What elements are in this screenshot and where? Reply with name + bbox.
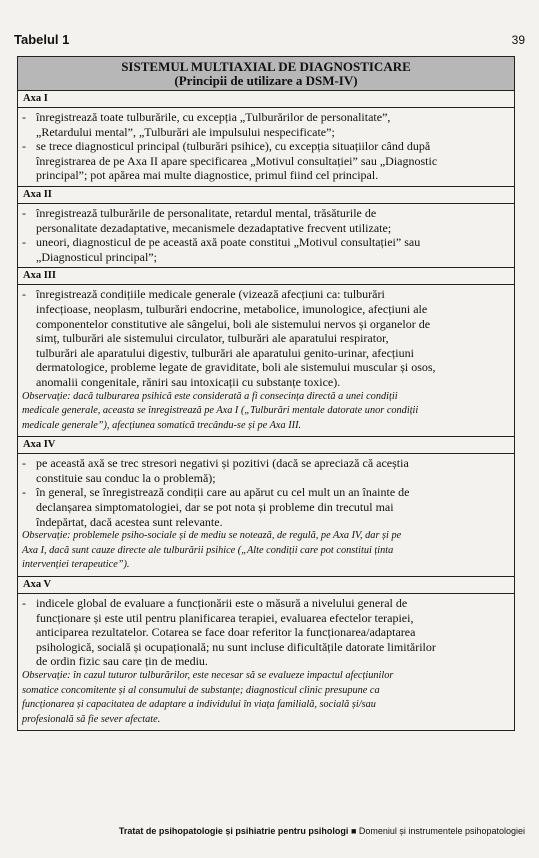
text-line: uneori, diagnosticul de pe această axă poate constitui „Motivul consultației” sau bbox=[36, 235, 421, 250]
text-line: înregistrează condițiile medicale generale (vizează afecțiuni ca: tulburări bbox=[36, 287, 385, 302]
text-line: tulburări ale aparatului digestiv, tulburări ale aparatului genito-urinar, afecțiuni bbox=[36, 345, 414, 360]
text-line: se trece diagnosticul principal (tulburări psihice), cu excepția situațiilor când după bbox=[36, 139, 431, 154]
bullet-dash: - bbox=[22, 205, 26, 220]
note-line: medicale generale, aceasta se înregistrează pe Axa I („Tulburări mentale datorate unor condiții bbox=[22, 405, 419, 417]
text-line: dermatologice, probleme legate de graviditate, boli ale sistemului muscular și osos, bbox=[36, 360, 436, 375]
bullet-dash: - bbox=[22, 235, 26, 250]
bullet-item bbox=[22, 287, 510, 389]
note-line: Axa I, dacă sunt cauze directe ale tulburării psihice („Alte condiții care pot constitui ținta bbox=[22, 544, 394, 556]
axis-content bbox=[18, 594, 514, 730]
bullet-item bbox=[22, 456, 510, 485]
note-line: Observație: în cazul tuturor tulburărilor, este necesar să se evalueze impactul afecțiunilor bbox=[22, 670, 394, 681]
bullet-text bbox=[36, 456, 510, 485]
axis-content bbox=[18, 108, 514, 187]
axis-content bbox=[18, 204, 514, 268]
page-footer bbox=[0, 826, 525, 836]
bullet-item bbox=[22, 110, 510, 139]
observation-note bbox=[22, 529, 510, 573]
text-line: înregistrarea de pe Axa II apare specificarea „Motivul consultației” sau „Diagnostic bbox=[36, 153, 438, 168]
bullet-text bbox=[36, 596, 510, 669]
bullet-dash: - bbox=[22, 596, 26, 611]
axis-label: Axa III bbox=[18, 268, 514, 285]
note-line: funcționarea și capacitatea de adaptare a individului în viața familială, socială și/sau bbox=[22, 699, 376, 711]
footer-separator: ■ bbox=[350, 826, 357, 836]
diagnostic-table bbox=[17, 56, 515, 731]
bullet-dash: - bbox=[22, 139, 26, 154]
bullet-dash: - bbox=[22, 110, 26, 124]
axis-label: Axa I bbox=[18, 91, 514, 108]
table-label: Tabelul 1 bbox=[14, 32, 70, 47]
axis-content bbox=[18, 285, 514, 437]
axis-content bbox=[18, 454, 514, 577]
note-line: intervenției terapeutice”). bbox=[22, 559, 130, 571]
text-line: anomalii congenitale, răniri sau intoxicații cu substanțe toxice). bbox=[36, 374, 341, 389]
text-line: psihologică, socială și ocupațională; nu sunt incluse dificultățile datorate limitărilor bbox=[36, 639, 436, 654]
bullet-text bbox=[36, 110, 510, 139]
footer-book-title: Tratat de psihopatologie și psihiatrie pentru psihologi bbox=[118, 826, 349, 836]
bullet-item bbox=[22, 485, 510, 529]
bullet-item bbox=[22, 139, 510, 183]
axis-label: Axa II bbox=[18, 187, 514, 204]
bullet-text bbox=[36, 287, 510, 389]
bullet-dash: - bbox=[22, 485, 26, 500]
note-line: Observație: problemele psiho-sociale și de mediu se notează, de regulă, pe Axa IV, dar și pe bbox=[22, 530, 402, 542]
note-line: Observație: dacă tulburarea psihică este considerată a fi consecința directă a unei condiții bbox=[22, 390, 398, 402]
text-line: îndepărtat, dacă acestea sunt relevante. bbox=[36, 514, 223, 529]
note-line: profesională să fie sever afectate. bbox=[22, 713, 161, 725]
text-line: înregistrează tulburările de personalitate, retardul mental, trăsăturile de bbox=[36, 205, 377, 220]
text-line: „Retardului mental”, „Tulburări ale impulsului nespecificate”; bbox=[36, 124, 335, 139]
footer-section: Domeniul și instrumentele psihopatologiei bbox=[358, 826, 525, 836]
axis-label: Axa IV bbox=[18, 437, 514, 454]
text-line: indicele global de evaluare a funcționării este o măsură a nivelului general de bbox=[36, 596, 408, 611]
table-title-line1: SISTEMUL MULTIAXIAL DE DIAGNOSTICARE bbox=[121, 59, 411, 74]
text-line: „Diagnosticul principal”; bbox=[36, 249, 157, 264]
axes-container bbox=[18, 91, 514, 730]
text-line: funcționare și este util pentru planificarea terapiei, evaluarea efectelor terapiei, bbox=[36, 610, 414, 625]
observation-note bbox=[22, 669, 510, 727]
bullet-item bbox=[22, 235, 510, 264]
page-number: 39 bbox=[511, 33, 525, 47]
text-line: anticiparea rezultatelor. Cotarea se face doar referitor la funcționarea/adaptarea bbox=[36, 625, 416, 640]
text-line: componentelor constitutive ale sângelui, boli ale sistemului nervos și organelor de bbox=[36, 316, 431, 331]
table-title-line2: (Principii de utilizare a DSM-IV) bbox=[174, 73, 358, 88]
bullet-text bbox=[36, 485, 510, 529]
text-line: declanșarea simptomatologiei, dar se pot nota și probleme din trecutul mai bbox=[36, 500, 394, 515]
bullet-item bbox=[22, 206, 510, 235]
axis-label: Axa V bbox=[18, 577, 514, 594]
text-line: constituie sau conduc la o problemă); bbox=[36, 470, 216, 485]
bullet-text bbox=[36, 206, 510, 235]
bullet-text bbox=[36, 139, 510, 183]
table-title bbox=[18, 57, 514, 91]
bullet-item bbox=[22, 596, 510, 669]
observation-note bbox=[22, 390, 510, 434]
bullet-text bbox=[36, 235, 510, 264]
text-line: în general, se înregistrează condiții care au apărut cu cel mult un an înainte de bbox=[36, 485, 410, 500]
bullet-dash: - bbox=[22, 456, 26, 471]
text-line: pe această axă se trec stresori negativi și pozitivi (dacă se apreciază că aceștia bbox=[36, 456, 409, 471]
text-line: principal”; pot apărea mai multe diagnostice, primul fiind cel principal. bbox=[36, 168, 379, 183]
text-line: personalitate dezadaptative, mecanismele dezadaptative frecvent utilizate; bbox=[36, 220, 392, 235]
note-line: somatice concomitente și al consumului de substanțe; diagnosticul clinic presupune ca bbox=[22, 684, 380, 696]
text-line: simț, tulburări ale sistemului circulator, tulburări ale aparatului respirator, bbox=[36, 331, 389, 346]
text-line: înregistrează toate tulburările, cu excepția „Tulburărilor de personalitate”, bbox=[36, 110, 391, 124]
text-line: de ordin fizic sau care țin de mediu. bbox=[36, 654, 208, 669]
bullet-dash: - bbox=[22, 287, 26, 302]
note-line: medicale generale”), afecțiunea somatică trecându-se și pe Axa III. bbox=[22, 419, 302, 431]
text-line: infecțioase, neoplasm, tulburări endocrine, metabolice, imunologice, afecțiuni ale bbox=[36, 301, 428, 316]
